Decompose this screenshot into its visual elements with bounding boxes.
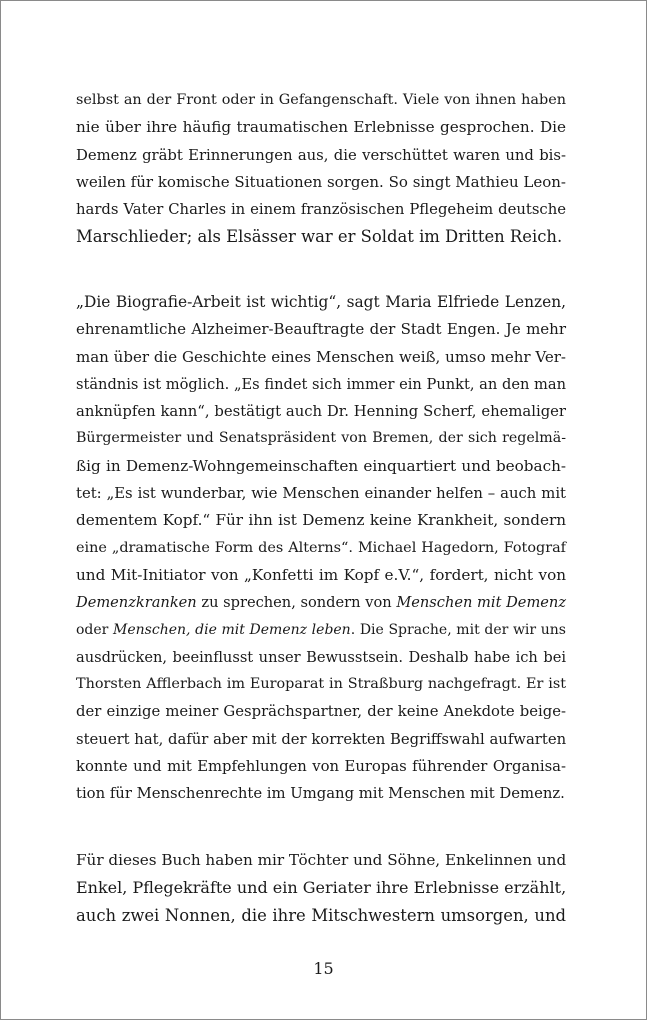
text-line: Thorsten Afflerbach im Europarat in Straßburg nachgefragt. Er ist bbox=[76, 676, 566, 693]
text-line: Marschlieder; als Elsässer war er Soldat im Dritten Reich. bbox=[76, 227, 563, 247]
text-line: „Die Biografie-Arbeit ist wichtig“, sagt Maria Elfriede Lenzen, bbox=[76, 293, 566, 311]
text-line: anknüpfen kann“, bestätigt auch Dr. Henning Scherf, ehemaliger bbox=[76, 403, 566, 421]
text-line: auch zwei Nonnen, die ihre Mitschwestern umsorgen, und bbox=[76, 905, 566, 925]
text-line: und Mit-Initiator von „Konfetti im Kopf e.V.“, fordert, nicht von bbox=[76, 565, 566, 584]
italic-term: Menschen mit Demenz bbox=[396, 594, 567, 612]
text-line: tet: „Es ist wunderbar, wie Menschen einander helfen – auch mit bbox=[76, 485, 566, 503]
text-line: der einzige meiner Gesprächspartner, der keine Anekdote beige- bbox=[76, 703, 566, 721]
text-line-with-italics bbox=[76, 617, 566, 644]
text-line: ausdrücken, beeinflusst unser Bewusstsein. Deshalb habe ich bei bbox=[76, 648, 566, 666]
text-fragment: . Die Sprache, mit der wir uns bbox=[350, 621, 566, 638]
text-line: selbst an der Front oder in Gefangenschaft. Viele von ihnen haben bbox=[76, 92, 566, 108]
text-line: Bürgermeister und Senatspräsident von Bremen, der sich regelmä- bbox=[76, 430, 566, 447]
paragraph-3 bbox=[76, 847, 566, 929]
text-fragment: zu sprechen, sondern von bbox=[196, 594, 397, 612]
paragraph-2 bbox=[76, 289, 566, 808]
italic-term: Menschen, die mit Demenz leben bbox=[113, 621, 351, 638]
text-line: eine „dramatische Form des Alterns“. Michael Hagedorn, Fotograf bbox=[76, 539, 566, 556]
paragraph-1 bbox=[76, 87, 566, 251]
text-line: weilen für komische Situationen sorgen. So singt Mathieu Leon- bbox=[76, 172, 566, 191]
italic-term: Demenzkranken bbox=[76, 594, 197, 612]
page-number: 15 bbox=[313, 959, 334, 978]
text-line-with-italics bbox=[76, 589, 566, 616]
text-line: tion für Menschenrechte im Umgang mit Menschen mit Demenz. bbox=[76, 785, 565, 803]
text-line: nie über ihre häufig traumatischen Erlebnisse gesprochen. Die bbox=[76, 118, 566, 137]
text-line: konnte und mit Empfehlungen von Europas führender Organisa- bbox=[76, 758, 566, 776]
text-line: ßig in Demenz-Wohngemeinschaften einquartiert und beobach- bbox=[76, 456, 566, 475]
text-line: Enkel, Pflegekräfte und ein Geriater ihre Erlebnisse erzählt, bbox=[76, 878, 567, 898]
text-line: ehrenamtliche Alzheimer-Beauftragte der Stadt Engen. Je mehr bbox=[76, 320, 566, 339]
text-line: dementem Kopf.“ Für ihn ist Demenz keine Krankheit, sondern bbox=[76, 511, 566, 530]
text-line: hards Vater Charles in einem französischen Pflegeheim deutsche bbox=[76, 201, 566, 219]
text-line: Demenz gräbt Erinnerungen aus, die verschüttet waren und bis- bbox=[76, 146, 566, 164]
text-fragment: oder bbox=[76, 621, 114, 638]
text-line: man über die Geschichte eines Menschen weiß, umso mehr Ver- bbox=[76, 347, 566, 366]
text-line: Für dieses Buch haben mir Töchter und Söhne, Enkelinnen und bbox=[76, 851, 567, 869]
text-line: ständnis ist möglich. „Es findet sich immer ein Punkt, an den man bbox=[76, 375, 566, 393]
text-line: steuert hat, dafür aber mit der korrekten Begriffswahl aufwarten bbox=[76, 730, 567, 748]
